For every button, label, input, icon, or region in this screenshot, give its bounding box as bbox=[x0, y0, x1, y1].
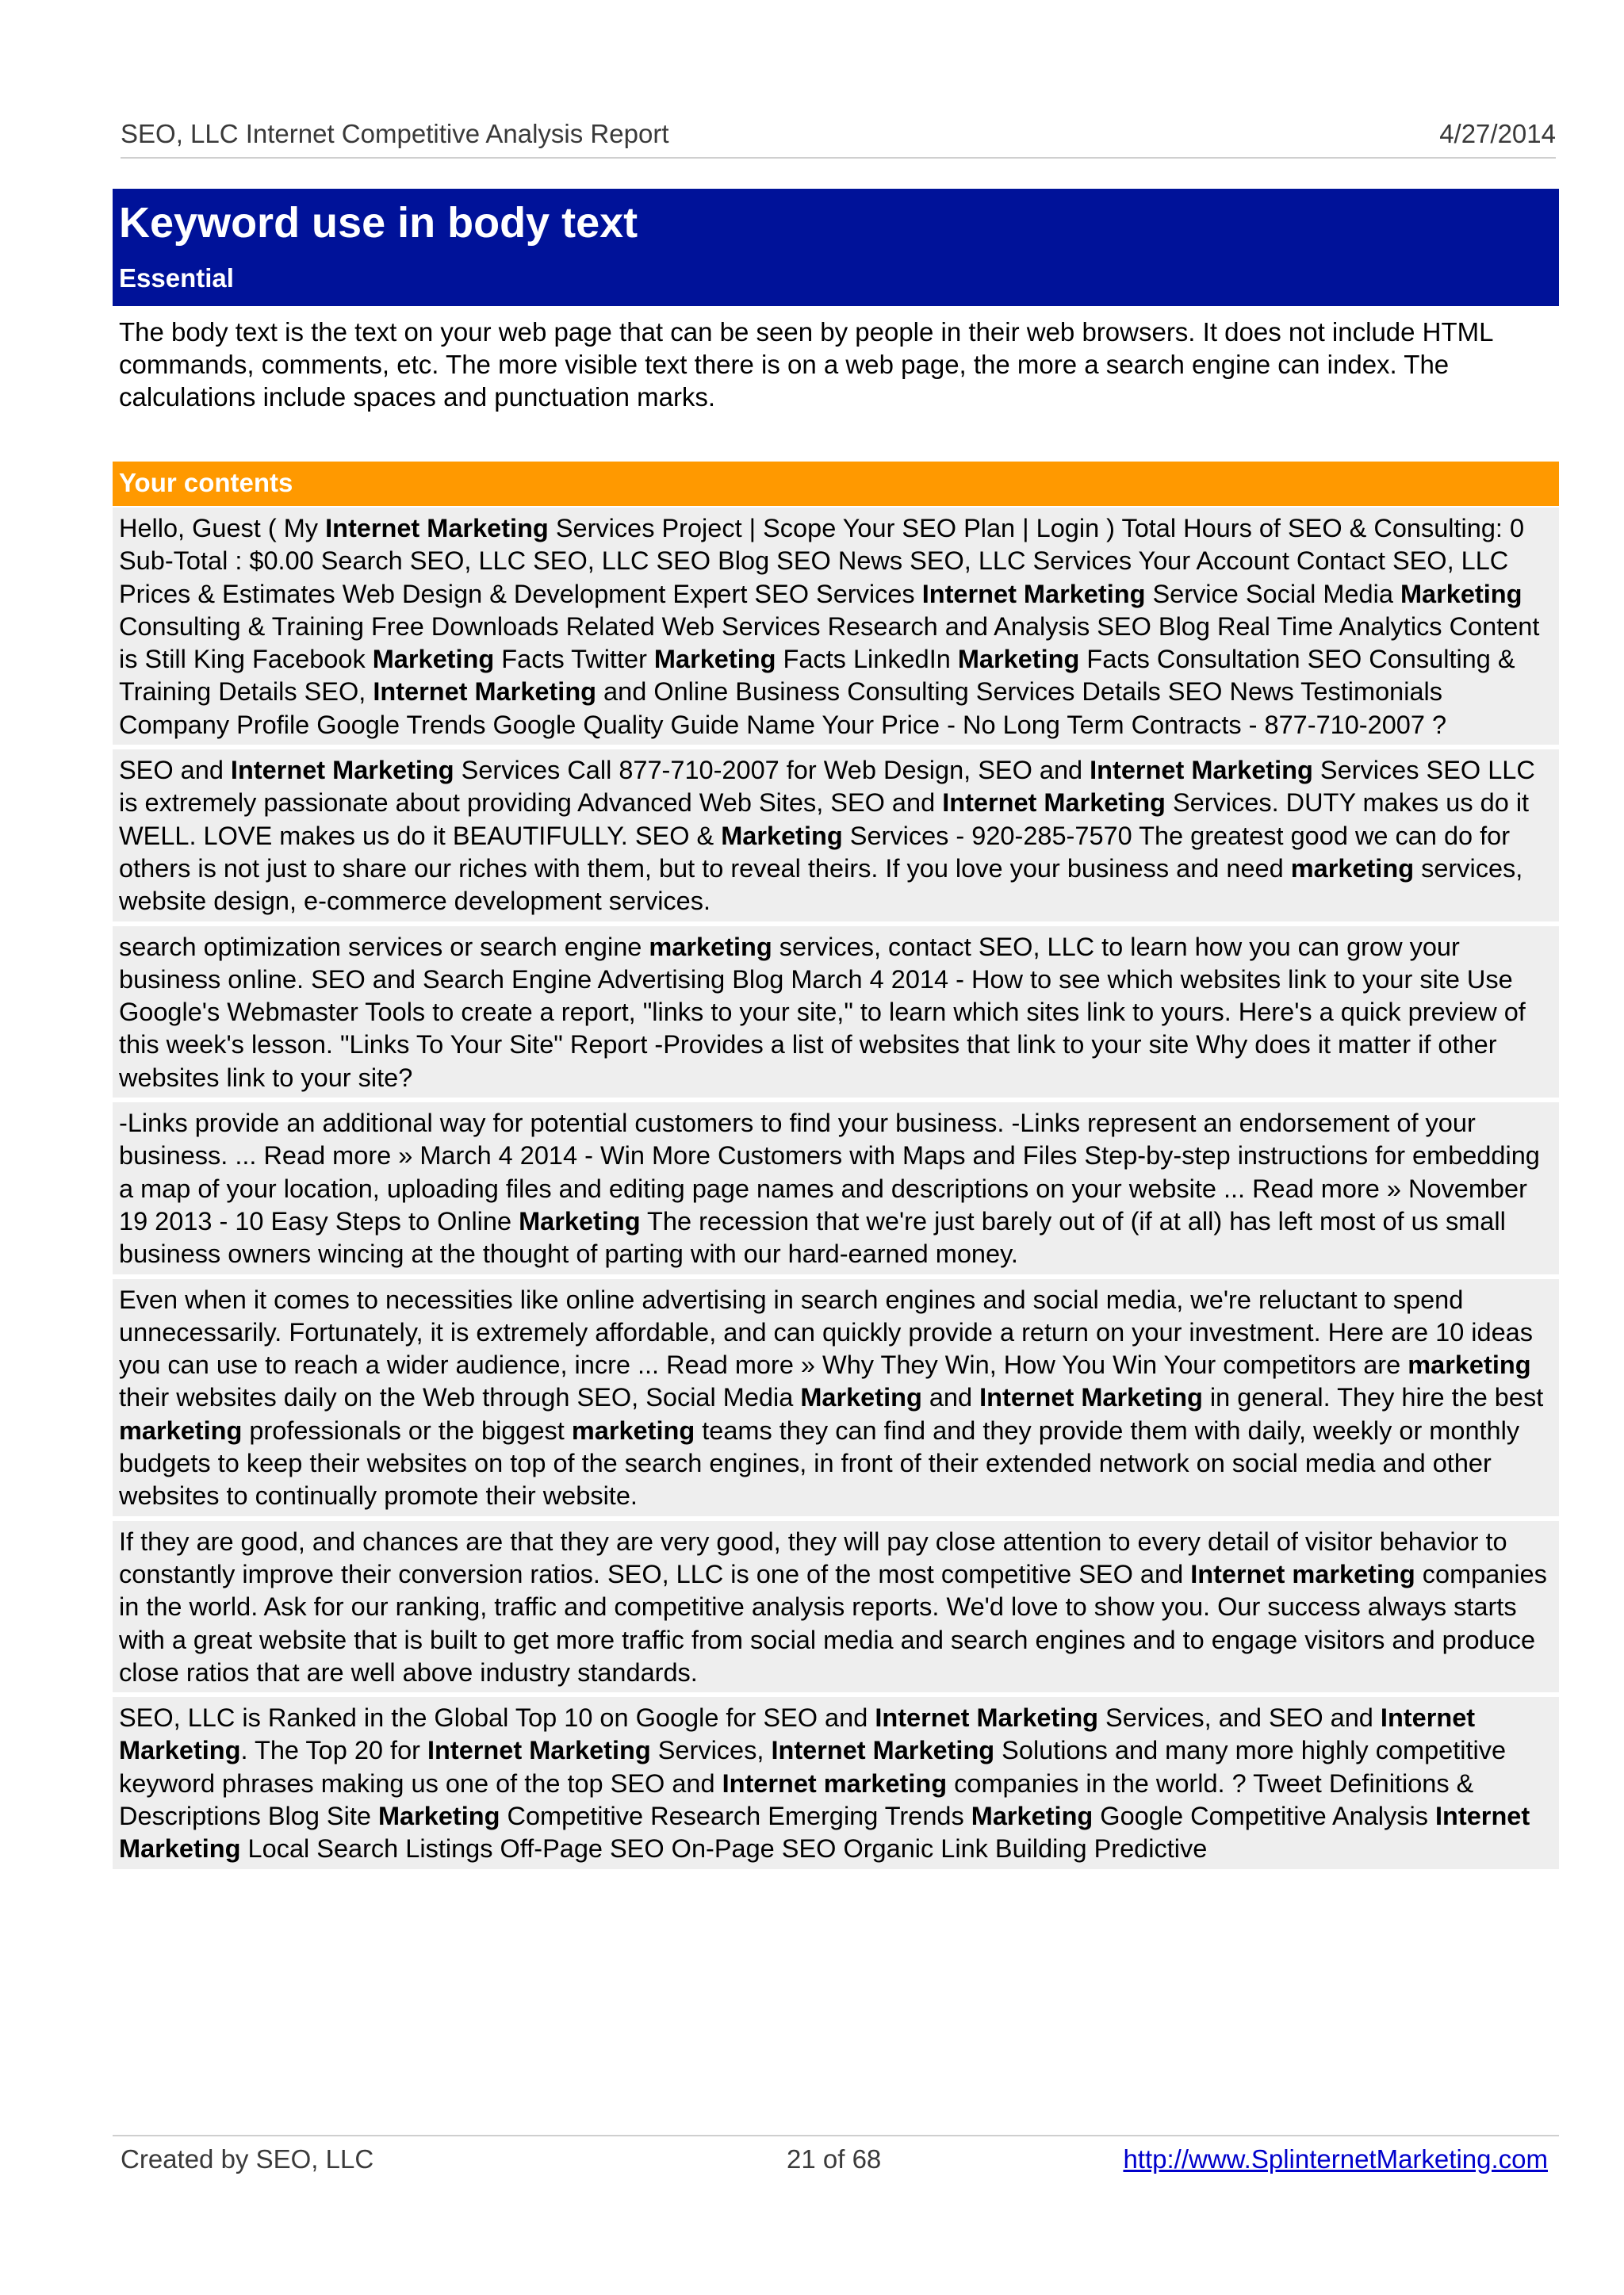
keyword-highlight: Internet Marketing bbox=[875, 1703, 1099, 1733]
keyword-highlight: Marketing bbox=[377, 1801, 500, 1830]
keyword-highlight: Internet marketing bbox=[1190, 1559, 1415, 1588]
keyword-highlight: Marketing bbox=[800, 1383, 922, 1412]
content-text: Hello, Guest ( My Internet Marketing Services Project | Scope Your SEO Plan | Login ) Total Hours of SEO & Consulting: 0 Sub-Total : $0.00 Search SEO, LLC SEO, LLC SEO Blog SEO News SEO, LLC Services Your Account Contact SEO, LLC Prices & Estimates Web Design & Development Expert SEO Services Internet Marketing Service Social Media Marketing Consulting & Training Free Downloads Related Web Services Research and Analysis SEO Blog Real Time Analytics Content is Still King Facebook Marketing Facts Twitter Marketing Facts LinkedIn Marketing Facts Consultation SEO Consulting & Training Details SEO, Internet Marketing and Online Business Consulting Services Details SEO News Testimonials Company Profile Google Trends Google Quality Guide Name Your Price - No Long Term Contracts - 877-710-2007 ? bbox=[119, 514, 1540, 739]
content-text: SEO and Internet Marketing Services Call 877-710-2007 for Web Design, SEO and Internet Marketing Services SEO LLC is extremely passionate about providing Advanced Web Sites, SEO and Internet Marketing Services. DUTY makes us do it WELL. LOVE makes us do it BEAUTIFULLY. SEO & Marketing Services - 920-285-7570 The greatest good we can do for others is not just to share our riches with them, but to reveal theirs. If you love your business and need marketing services, website design, e-commerce development services. bbox=[119, 756, 1535, 916]
keyword-highlight: marketing bbox=[1290, 853, 1415, 883]
keyword-highlight: marketing bbox=[571, 1416, 695, 1445]
contents-header bbox=[113, 462, 1559, 506]
keyword-highlight: Marketing bbox=[372, 645, 495, 674]
keyword-highlight: Marketing bbox=[519, 1206, 641, 1236]
content-row bbox=[113, 1521, 1559, 1692]
keyword-highlight: Internet Marketing bbox=[230, 756, 454, 785]
report-footer bbox=[113, 2135, 1559, 2184]
contents-list bbox=[113, 508, 1559, 1874]
content-text: If they are good, and chances are that they are very good, they will pay close attention to every detail of visitor behavior to constantly improve their conversion ratios. SEO, LLC is one of the most competitive SEO and Internet marketing companies in the world. Ask for our ranking, traffic and competitive analysis reports. We'd love to show you. Our success always starts with a great website that is built to get more traffic from social media and search engines and to engage visitors and produce close ratios that are well above industry standards. bbox=[119, 1527, 1547, 1687]
report-date: 4/27/2014 bbox=[1439, 119, 1556, 148]
keyword-highlight: Internet Marketing bbox=[119, 1801, 1530, 1864]
keyword-highlight: Internet Marketing bbox=[942, 788, 1166, 818]
keyword-highlight: Marketing bbox=[721, 821, 843, 850]
content-row bbox=[113, 1697, 1559, 1868]
content-text: search optimization services or search engine marketing services, contact SEO, LLC to learn how you can grow your business online. SEO and Search Engine Advertising Blog March 4 2014 - How to see which websites link to your site Use Google's Webmaster Tools to create a report, "links to your site," to learn which sites link to yours. Here's a quick preview of this week's lesson. "Links To Your Site" Report -Provides a list of websites that link to your site Why does it matter if other websites link to your site? bbox=[119, 932, 1526, 1092]
section-title: Keyword use in body text bbox=[119, 199, 638, 247]
keyword-highlight: Internet Marketing bbox=[325, 514, 549, 542]
keyword-highlight: Marketing bbox=[957, 645, 1080, 674]
content-row bbox=[113, 749, 1559, 921]
keyword-highlight: Internet Marketing bbox=[373, 677, 597, 707]
page-number: 21 of 68 bbox=[787, 2144, 882, 2174]
content-row bbox=[113, 926, 1559, 1098]
keyword-highlight: Internet Marketing bbox=[921, 579, 1146, 608]
content-row bbox=[113, 508, 1559, 745]
section-banner bbox=[113, 189, 1559, 306]
keyword-highlight: Marketing bbox=[653, 645, 776, 674]
keyword-highlight: Internet Marketing bbox=[771, 1736, 995, 1765]
footer-created-by: Created by SEO, LLC bbox=[121, 2144, 374, 2174]
section-level: Essential bbox=[119, 263, 234, 293]
content-row bbox=[113, 1279, 1559, 1516]
content-text: Even when it comes to necessities like online advertising in search engines and social media, we're reluctant to spend unnecessarily. Fortunately, it is extremely affordable, and can quickly provide a return on your investment. Here are 10 ideas you can use to reach a wider audience, incre ... Read more » Why They Win, How You Win Your competitors are marketing their websites daily on the Web through SEO, Social Media Marketing and Internet Marketing in general. They hire the best marketing professionals or the biggest marketing teams they can find and they provide them with daily, weekly or monthly budgets to keep their websites on top of the search engines, in front of their extended network on social media and other websites to continually promote their website. bbox=[119, 1285, 1544, 1511]
content-text: SEO, LLC is Ranked in the Global Top 10 on Google for SEO and Internet Marketing Services, and SEO and Internet Marketing. The Top 20 for Internet Marketing Services, Internet Marketing Solutions and many more highly competitive keyword phrases making us one of the top SEO and Internet marketing companies in the world. ? Tweet Definitions & Descriptions Blog Site Marketing Competitive Research Emerging Trends Marketing Google Competitive Analysis Internet Marketing Local Search Listings Off-Page SEO On-Page SEO Organic Link Building Predictive bbox=[119, 1703, 1530, 1864]
keyword-highlight: Internet Marketing bbox=[979, 1383, 1203, 1412]
keyword-highlight: Internet Marketing bbox=[427, 1736, 651, 1765]
keyword-highlight: Marketing bbox=[971, 1801, 1094, 1830]
keyword-highlight: Internet Marketing bbox=[1090, 756, 1313, 785]
keyword-highlight: Internet marketing bbox=[722, 1768, 948, 1798]
footer-link[interactable]: http://www.SplinternetMarketing.com bbox=[1123, 2144, 1548, 2174]
keyword-highlight: marketing bbox=[1408, 1351, 1531, 1380]
contents-label: Your contents bbox=[119, 468, 293, 497]
keyword-highlight: Internet Marketing bbox=[119, 1703, 1476, 1765]
keyword-highlight: marketing bbox=[649, 932, 772, 961]
report-header bbox=[121, 116, 1556, 159]
report-title: SEO, LLC Internet Competitive Analysis Report bbox=[121, 119, 669, 148]
content-text: -Links provide an additional way for potential customers to find your business. -Links represent an endorsement of your business. ... Read more » March 4 2014 - Win More Customers with Maps and Files Step-by-step instructions for embedding a map of your location, uploading files and editing page names and descriptions on your website ... Read more » November 19 2013 - 10 Easy Steps to Online Marketing The recession that we're just barely out of (if at all) has left most of us small business owners wincing at the thought of parting with our hard-earned money. bbox=[119, 1109, 1540, 1269]
keyword-highlight: marketing bbox=[119, 1416, 243, 1445]
keyword-highlight: Marketing bbox=[1400, 579, 1522, 608]
section-description: The body text is the text on your web page that can be seen by people in their web browsers. It does not include HTML commands, comments, etc. The more visible text there is on a web page, the more a search engine can index. The calculations include spaces and punctuation marks. bbox=[119, 317, 1493, 412]
content-row bbox=[113, 1102, 1559, 1274]
